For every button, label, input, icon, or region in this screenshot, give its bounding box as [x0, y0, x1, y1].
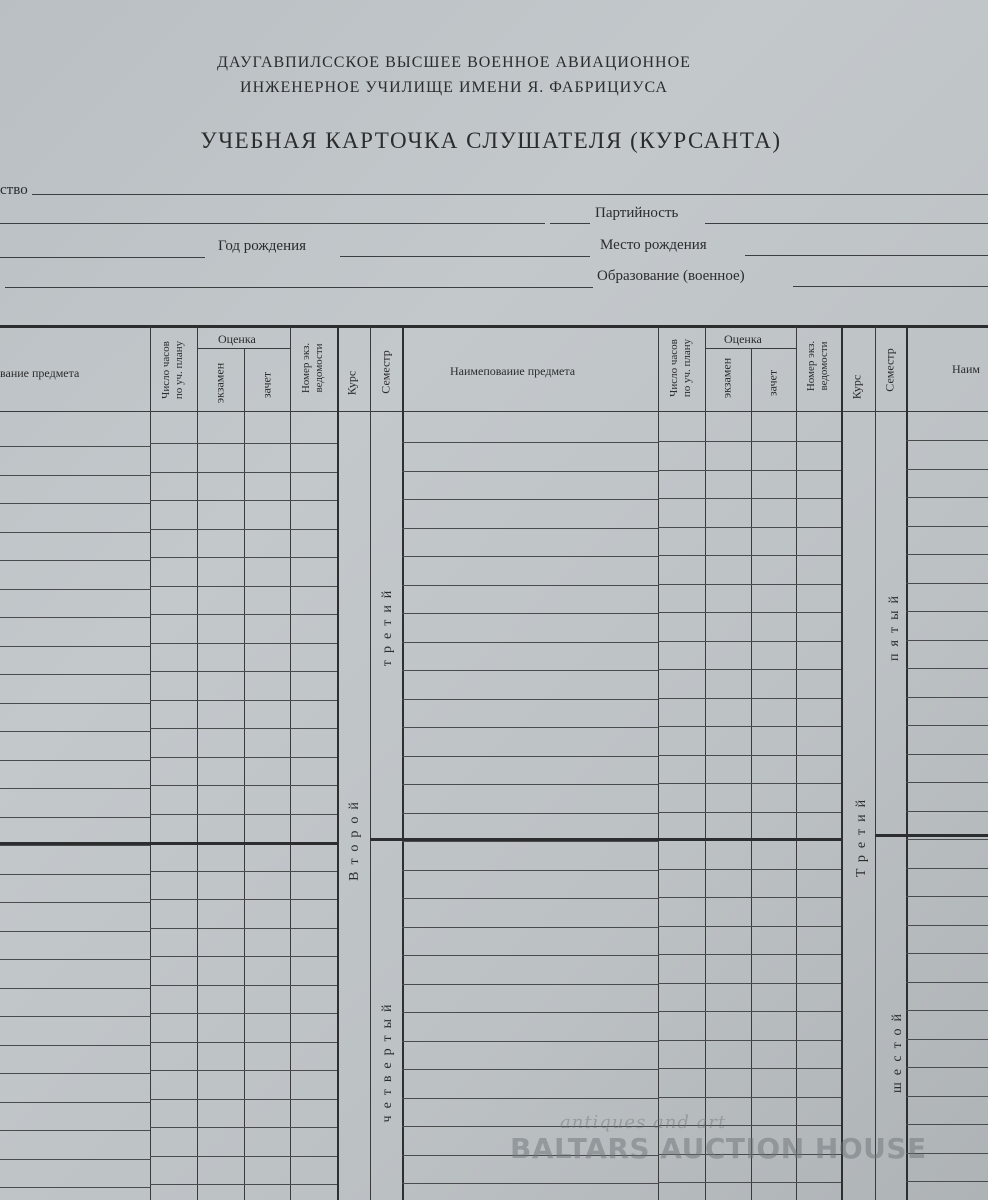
- table-row-line: [658, 1097, 841, 1098]
- table-row-line: [0, 988, 150, 989]
- rows-grades-left: [150, 0, 337, 1200]
- table-row-line: [150, 899, 337, 900]
- table-row-line: [402, 642, 658, 643]
- table-row-line: [402, 841, 658, 842]
- table-row-line: [906, 668, 988, 669]
- table-row-line: [0, 560, 150, 561]
- table-row-line: [150, 643, 337, 644]
- table-row-line: [658, 698, 841, 699]
- table-row-line: [906, 982, 988, 983]
- subject-header-partial: вание предмета: [0, 366, 80, 380]
- table-row-line: [402, 870, 658, 871]
- table-row-line: [150, 928, 337, 929]
- table-row-line: [150, 956, 337, 957]
- table-row-line: [0, 1102, 150, 1103]
- table-row-line: [0, 589, 150, 590]
- rows-grades-mid: [658, 0, 841, 1200]
- table-row-line: [906, 782, 988, 783]
- semester-header: Семестр: [882, 348, 897, 392]
- table-row-line: [658, 641, 841, 642]
- table-row-line: [150, 757, 337, 758]
- table-row-line: [402, 585, 658, 586]
- table-row-line: [906, 725, 988, 726]
- semester-label: четвертый: [380, 997, 395, 1123]
- subject-header-partial: Наим: [952, 362, 981, 376]
- table-row-line: [0, 760, 150, 761]
- table-row-line: [402, 898, 658, 899]
- party-label: Партийность: [595, 205, 679, 221]
- rows-subject-left: [0, 0, 150, 1200]
- table-row-line: [0, 902, 150, 903]
- table-row-line: [402, 1098, 658, 1099]
- table-row-line: [150, 985, 337, 986]
- table-row-line: [402, 955, 658, 956]
- course-label: Третий: [854, 792, 869, 878]
- table-row-line: [658, 812, 841, 813]
- table-row-line: [0, 1073, 150, 1074]
- table-row-line: [658, 1182, 841, 1183]
- table-row-line: [658, 498, 841, 499]
- hours-header: Число часов по уч. плану: [668, 338, 693, 398]
- table-row-line: [906, 497, 988, 498]
- table-row-line: [150, 1070, 337, 1071]
- watermark-logo: BALTARS AUCTION HOUSE: [510, 1132, 927, 1165]
- table-row-line: [402, 670, 658, 671]
- table-row-line: [906, 839, 988, 840]
- table-row-line: [402, 1183, 658, 1184]
- table-row-line: [0, 1159, 150, 1160]
- subject-header: Наимеповаиие предмета: [450, 364, 576, 378]
- table-row-line: [0, 1130, 150, 1131]
- table-row-line: [402, 984, 658, 985]
- table-row-line: [0, 703, 150, 704]
- table-row-line: [906, 440, 988, 441]
- table-row-line: [906, 554, 988, 555]
- table-row-line: [906, 925, 988, 926]
- table-row-line: [150, 671, 337, 672]
- table-row-line: [658, 726, 841, 727]
- table-row-line: [658, 470, 841, 471]
- institution-name-line1: ДАУГАВПИЛССКОЕ ВЫСШЕЕ ВОЕННОЕ АВИАЦИОННОЕ: [217, 54, 691, 71]
- exam-header: экзамен: [719, 357, 734, 399]
- semester-divider: [0, 842, 337, 845]
- table-row-line: [150, 586, 337, 587]
- table-row-line: [906, 754, 988, 755]
- table-row-line: [658, 1068, 841, 1069]
- semester-divider: [370, 838, 841, 841]
- table-row-line: [658, 897, 841, 898]
- table-row-line: [0, 788, 150, 789]
- table-row-line: [402, 1012, 658, 1013]
- table-row-line: [906, 811, 988, 812]
- table-row-line: [0, 959, 150, 960]
- table-row-line: [402, 784, 658, 785]
- education-label: Образование (военное): [597, 268, 745, 284]
- table-row-line: [658, 441, 841, 442]
- table-row-line: [0, 731, 150, 732]
- table-row-line: [0, 617, 150, 618]
- semester-divider: [875, 834, 988, 837]
- table-row-line: [658, 555, 841, 556]
- table-row-line: [0, 1187, 150, 1188]
- birthplace-label: Место рождения: [600, 237, 707, 253]
- table-row-line: [906, 1181, 988, 1182]
- table-row-line: [658, 1040, 841, 1041]
- table-row-line: [150, 472, 337, 473]
- column-divider: [841, 327, 843, 1200]
- table-row-line: [0, 817, 150, 818]
- column-divider: [875, 327, 876, 1200]
- table-row-line: [150, 443, 337, 444]
- sheet-number-header: Номер экз. ведомости: [805, 340, 830, 392]
- course-header: Курс: [344, 370, 359, 396]
- table-row-line: [658, 926, 841, 927]
- hours-header: Число часов по уч. плану: [160, 340, 185, 400]
- credit-header: зачет: [765, 369, 780, 397]
- semester-label: пятый: [887, 589, 902, 661]
- table-row-line: [0, 446, 150, 447]
- table-row-line: [906, 611, 988, 612]
- table-row-line: [658, 669, 841, 670]
- birth-year-label: Год рождения: [218, 238, 307, 254]
- table-row-line: [0, 475, 150, 476]
- course-label: Второй: [347, 795, 362, 881]
- rows-subject-right: [906, 0, 988, 1200]
- table-row-line: [402, 727, 658, 728]
- table-row-line: [0, 845, 150, 846]
- table-row-line: [906, 1039, 988, 1040]
- semester-label: третий: [380, 583, 395, 667]
- table-row-line: [402, 699, 658, 700]
- table-row-line: [906, 1010, 988, 1011]
- table-row-line: [402, 813, 658, 814]
- table-row-line: [402, 1041, 658, 1042]
- table-row-line: [402, 528, 658, 529]
- semester-label: шестой: [890, 1007, 905, 1093]
- table-row-line: [906, 1124, 988, 1125]
- table-row-line: [150, 1127, 337, 1128]
- table-row-line: [402, 499, 658, 500]
- table-row-line: [0, 532, 150, 533]
- table-row-line: [906, 1067, 988, 1068]
- table-row-line: [0, 931, 150, 932]
- sheet-number-header: Номер экз. ведомости: [300, 342, 325, 394]
- table-row-line: [658, 1011, 841, 1012]
- table-row-line: [150, 500, 337, 501]
- table-row-line: [402, 556, 658, 557]
- table-row-line: [658, 954, 841, 955]
- table-row-line: [658, 755, 841, 756]
- table-row-line: [402, 471, 658, 472]
- table-row-line: [0, 874, 150, 875]
- field-label-partial: ство: [0, 182, 28, 198]
- table-row-line: [0, 1016, 150, 1017]
- credit-header: зачет: [259, 371, 274, 399]
- table-row-line: [150, 871, 337, 872]
- table-row-line: [150, 1184, 337, 1185]
- table-row-line: [402, 442, 658, 443]
- table-row-line: [906, 1096, 988, 1097]
- table-row-line: [0, 646, 150, 647]
- table-row-line: [906, 953, 988, 954]
- grade-header: Оценка: [218, 332, 256, 346]
- table-row-line: [0, 674, 150, 675]
- table-row-line: [658, 869, 841, 870]
- table-row-line: [402, 756, 658, 757]
- table-row-line: [150, 557, 337, 558]
- table-row-line: [150, 785, 337, 786]
- table-row-line: [150, 1013, 337, 1014]
- table-row-line: [402, 613, 658, 614]
- table-row-line: [402, 1069, 658, 1070]
- table-row-line: [658, 527, 841, 528]
- table-row-line: [658, 584, 841, 585]
- column-divider: [337, 327, 339, 1200]
- table-row-line: [150, 1099, 337, 1100]
- column-divider: [370, 327, 371, 1200]
- table-row-line: [906, 640, 988, 641]
- watermark-tagline: antiques and art: [560, 1112, 727, 1133]
- table-row-line: [0, 1045, 150, 1046]
- table-row-line: [150, 814, 337, 815]
- table-row-line: [150, 728, 337, 729]
- table-row-line: [150, 1156, 337, 1157]
- table-row-line: [658, 983, 841, 984]
- table-row-line: [150, 529, 337, 530]
- course-header: Курс: [849, 374, 864, 400]
- table-row-line: [402, 927, 658, 928]
- semester-header: Семестр: [378, 350, 393, 394]
- table-row-line: [658, 783, 841, 784]
- document-title: УЧЕБНАЯ КАРТОЧКА СЛУШАТЕЛЯ (КУРСАНТА): [200, 128, 782, 153]
- rows-subject-mid: [402, 0, 658, 1200]
- grade-header: Оценка: [724, 332, 762, 346]
- table-row-line: [906, 583, 988, 584]
- table-row-line: [906, 526, 988, 527]
- table-row-line: [906, 896, 988, 897]
- table-row-line: [906, 469, 988, 470]
- table-row-line: [150, 700, 337, 701]
- exam-header: экзамен: [212, 362, 227, 404]
- table-row-line: [658, 612, 841, 613]
- table-row-line: [906, 697, 988, 698]
- table-row-line: [150, 1042, 337, 1043]
- institution-name-line2: ИНЖЕНЕРНОЕ УЧИЛИЩЕ ИМЕНИ Я. ФАБРИЦИУСА: [240, 79, 668, 96]
- table-row-line: [906, 868, 988, 869]
- table-row-line: [0, 503, 150, 504]
- table-row-line: [150, 614, 337, 615]
